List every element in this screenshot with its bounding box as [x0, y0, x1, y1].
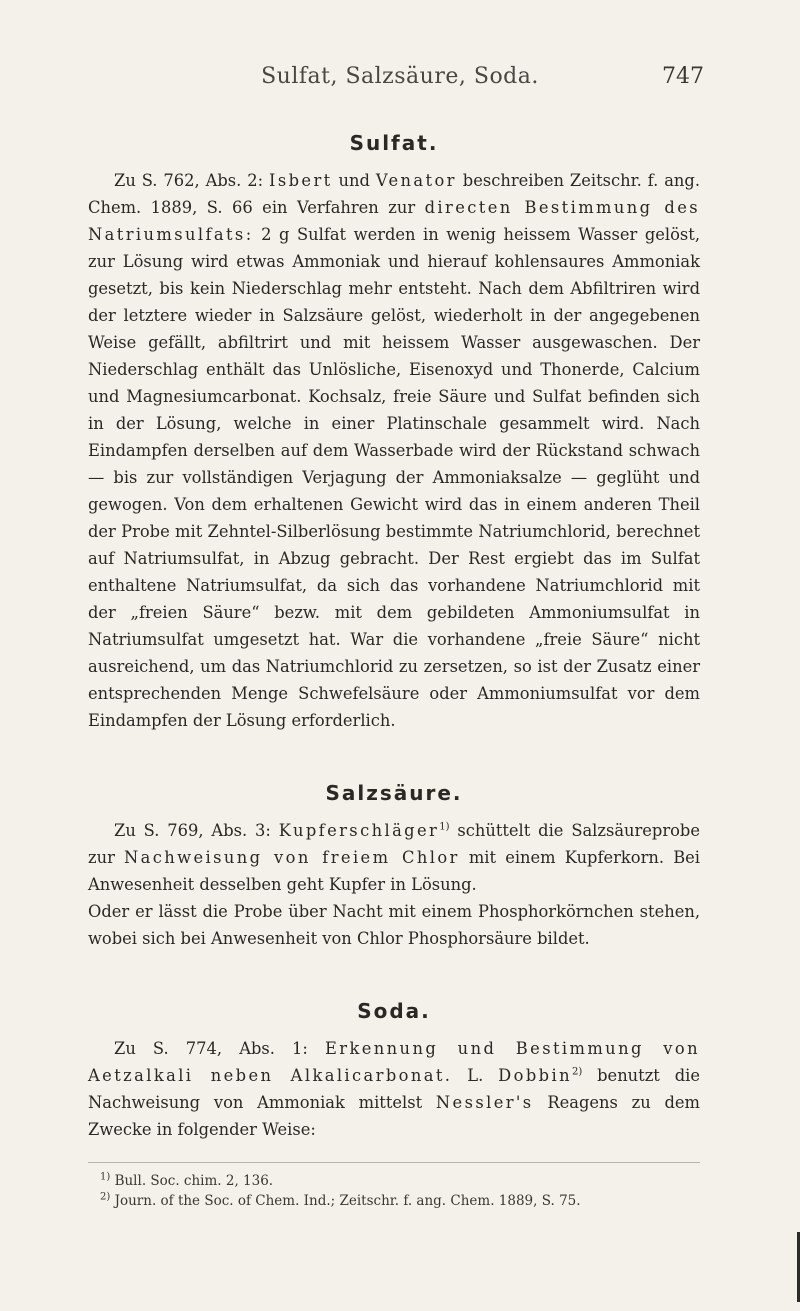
text-run: Zu S. 774, Abs. 1:: [114, 1039, 326, 1058]
author-name: Nessler's: [435, 1093, 534, 1112]
text-run: Zu S. 769, Abs. 3:: [114, 821, 279, 840]
text-run: 2 g Sulfat werden in wenig heissem Wasser gelöst, zur Lösung wird etwas Ammoniak und hierauf kohlensaures Ammoniak gesetzt, bis kein Niederschlag mehr entsteht. Nach dem Abfiltriren wird der letztere wieder in Salzsäure gelöst, wiederholt in der angegebenen Weise gefällt, abfiltrirt und mit heissem Wasser ausgewaschen. Der Niederschlag enthält das Unlösliche, Eisenoxyd und Thonerde, Calcium und Magnesiumcarbonat. Kochsalz, freie Säure und Sulfat befinden sich in der Lösung, welche in einer Platinschale gesammelt wird. Nach Eindampfen derselben auf dem Wasserbade wird der Rückstand schwach — bis zur vollständigen Verjagung der Ammoniaksalze — geglüht und gewogen. Von dem erhaltenen Gewicht wird das in einem anderen Theil der Probe mit Zehntel-Silberlösung bestimmte Natriumchlorid, berechnet auf Natriumsulfat, in Abzug gebracht. Der Rest ergiebt das im Sulfat enthaltene Natriumsulfat, da sich das vorhandene Natriumchlorid mit der „freien Säure“ bezw. mit dem gebildeten Ammoniumsulfat in Natriumsulfat umgesetzt hat. War die vorhandene „freie Säure“ nicht ausreichend, um das Natriumchlorid zu zersetzen, so ist der Zusatz einer entsprechenden Menge Schwefelsäure oder Ammoniumsulfat vor dem Eindampfen der Lösung erforderlich.: [88, 225, 700, 730]
emphasis-text: Nachweisung von freiem Chlor: [124, 848, 460, 867]
emphasis-text: directen Bestimmung des Natriumsulfats:: [88, 198, 700, 244]
footnote-mark: 1): [100, 1171, 111, 1183]
footnote-1: [100, 1171, 700, 1191]
running-title: Sulfat, Salzsäure, Soda.: [261, 64, 539, 89]
text-run: beschreiben Zeitschr. f. ang. Chem. 1889, S. 66 ein Verfahren zur: [88, 171, 701, 217]
footnote-text: Journ. of the Soc. of Chem. Ind.; Zeitschr. f. ang. Chem. 1889, S. 75.: [114, 1193, 581, 1209]
text-run: Zu S. 762, Abs. 2:: [114, 171, 269, 190]
author-name: Kupferschläger: [278, 821, 440, 840]
section-title-salzsaeure: Salzsäure.: [325, 781, 463, 805]
paragraph-sulfat: [88, 167, 700, 734]
page-body: [88, 130, 700, 1143]
page-number: 747: [662, 64, 704, 89]
footnotes: [88, 1162, 700, 1211]
paragraph-salzsaeure-2: Oder er lässt die Probe über Nacht mit einem Phosphorkörnchen stehen, wobei sich bei Anwesenheit von Chlor Phosphorsäure bildet.: [88, 902, 700, 948]
text-run: Reagens zu dem Zwecke in folgender Weise:: [88, 1093, 700, 1139]
text-run: und: [332, 171, 376, 190]
author-name: Isbert: [269, 171, 333, 190]
footnote-text: Bull. Soc. chim. 2, 136.: [114, 1173, 274, 1189]
author-name: Venator: [375, 171, 457, 190]
text-run: mit einem Kupferkorn. Bei Anwesenheit desselben geht Kupfer in Lösung.: [88, 848, 701, 894]
section-title-sulfat: Sulfat.: [349, 131, 439, 155]
emphasis-text: Erkennung und Bestimmung von Aetzalkali neben Alkalicarbonat.: [88, 1039, 700, 1085]
paragraph-salzsaeure-1: [88, 817, 700, 898]
author-name: Dobbin: [498, 1066, 572, 1085]
footnote-mark: 2): [100, 1191, 111, 1203]
footnote-2: [100, 1191, 700, 1211]
text-run: schüttelt die Salzsäureprobe zur: [88, 821, 700, 867]
footnote-ref: 2): [571, 1066, 583, 1078]
section-title-soda: Soda.: [357, 999, 431, 1023]
footnote-ref: 1): [439, 821, 450, 833]
page-header: [0, 62, 800, 102]
text-run: L.: [452, 1066, 499, 1085]
text-run: benutzt die Nachweisung von Ammoniak mittelst: [88, 1066, 700, 1112]
paragraph-soda: [88, 1035, 700, 1143]
